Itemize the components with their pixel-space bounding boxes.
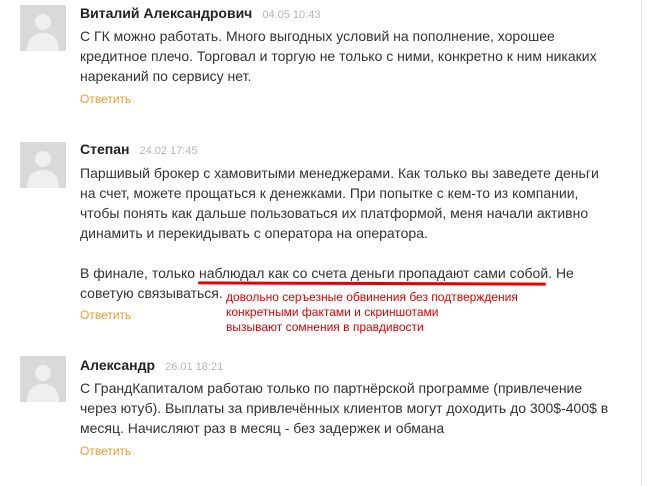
content-divider	[641, 0, 642, 486]
comment-header	[80, 141, 198, 159]
avatar[interactable]	[20, 142, 66, 188]
comment-text: Паршивый брокер с хамовитыми менеджерами. Как только вы заведете деньги на счет, можете прощаться к денежками. При попытке с кем-то из компании, чтобы понять как дальше пользоваться их платформой, меня начали активно динамить и перекидывать с оператора на оператора.	[80, 165, 599, 241]
annotation-line-1: довольно серъезные обвинения без подтверждения	[226, 290, 518, 304]
reply-link[interactable]: Ответить	[80, 308, 132, 322]
reply-link[interactable]: Ответить	[80, 92, 132, 106]
comment-author[interactable]: Александр	[80, 357, 156, 373]
comment-author[interactable]: Виталий Александрович	[80, 5, 253, 21]
comment-header	[80, 5, 320, 23]
comment-author[interactable]: Степан	[80, 141, 130, 157]
user-silhouette-icon	[20, 356, 66, 402]
annotation-note	[226, 290, 586, 335]
avatar[interactable]	[20, 356, 66, 402]
reply-link[interactable]: Ответить	[80, 444, 132, 458]
user-silhouette-icon	[20, 142, 66, 188]
annotation-line-3: вызывают сомнения в правдивости	[226, 320, 424, 334]
comment-date: 04.05 10:43	[262, 9, 321, 21]
user-silhouette-icon	[20, 5, 66, 51]
comment-date: 26.01 18:21	[165, 361, 224, 373]
comment-text: С ГК можно работать. Много выгодных условий на пополнение, хорошее кредитное плечо. Торговал и торгую не только с ними, конкретно к ним никаких нареканий по сервису нет.	[80, 28, 597, 84]
comment-text: В финале, только наблюдал как со счета деньги пропадают сами собой. Не советую связываться.	[80, 265, 574, 301]
comment-text: С ГрандКапиталом работаю только по партнёрской программе (привлечение через ютуб). Выплаты за привлечённых клиентов могут доходить до 300$-400$ в месяц. Начисляют раз в месяц - без задержек и обмана	[80, 380, 609, 436]
annotation-line-2: конкретными фактами и скриншотами	[226, 305, 439, 319]
comment-date: 24.02 17:45	[139, 145, 198, 157]
comment-header	[80, 357, 223, 375]
avatar[interactable]	[20, 5, 66, 51]
